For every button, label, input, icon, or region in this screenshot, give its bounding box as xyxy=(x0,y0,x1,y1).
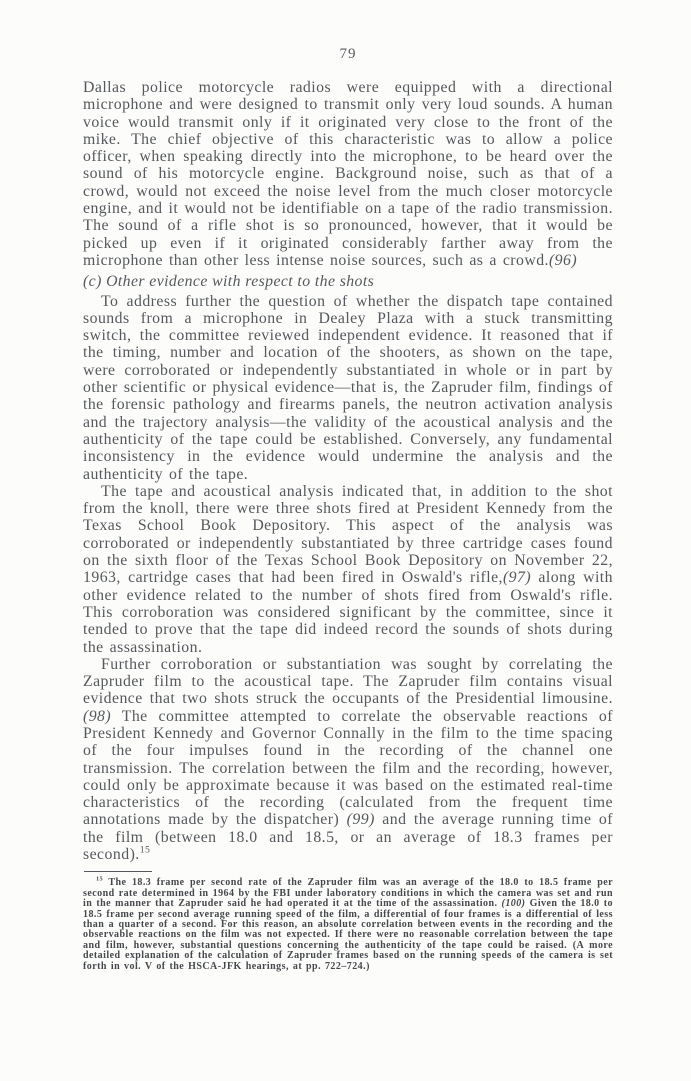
paragraph xyxy=(83,293,613,483)
citation: (99) xyxy=(346,811,375,829)
text-segment: Dallas police motorcycle radios were equipped with a directional microphone and were designed to transmit only very loud sounds. A human voice would transmit only if it originated very close to the front of the mike. The chief objective of this characteristic was to allow a police officer, when speaking directly into the microphone, to be heard over the sound of his motorcycle engine. Background noise, such as that of a crowd, would not exceed the noise level from the much closer motorcycle engine, and it would not be identifiable on a tape of the radio transmission. The sound of a rifle shot is so pronounced, however, that it would be picked up even if it originated considerably farther away from the microphone than other less intense noise sources, such as a crowd. xyxy=(83,79,613,269)
footnote-text xyxy=(83,878,613,972)
paragraph xyxy=(83,79,613,269)
superscript-ref: 15 xyxy=(96,876,104,884)
citation: (98) xyxy=(83,707,112,725)
superscript-ref: 15 xyxy=(139,844,151,856)
paragraph xyxy=(83,656,613,864)
footnote-divider xyxy=(84,871,152,872)
body-text-column xyxy=(83,79,613,863)
text-segment: To address further the question of whether the dispatch tape contained sounds from a microphone in Dealey Plaza with a stuck transmitting switch, the committee reviewed independent evidence. It reasoned that if the timing, number and location of the shooters, as shown on the tape, were corroborated or independently substantiated in whole or in part by other scientific or physical evidence—that is, the Zapruder film, findings of the forensic pathology and firearms panels, the neutron activation analysis and the trajectory analysis—the validity of the acoustical analysis and the authenticity of the tape could be established. Conversely, any fundamental inconsistency in the evidence would undermine the analysis and the authenticity of the tape. xyxy=(83,292,613,483)
text-segment: The tape and acoustical analysis indicated that, in addition to the shot from the knoll, there were three shots fired at President Kennedy from the Texas School Book Depository. This aspect of the analysis was corroborated or independently substantiated by three cartridge cases found on the sixth floor of the Texas School Book Depository on November 22, 1963, cartridge cases that had been fired in Oswald's rifle, xyxy=(83,482,613,587)
citation: (97) xyxy=(502,569,532,587)
text-segment: The 18.3 frame per second rate of the Zapruder film was an average of the 18.0 to 18.5 frame per second rate determined in 1964 by the FBI under laboratory conditions in which the camera was set and run in the manner that Zapruder said he had operated it at the time of the assassination. xyxy=(83,877,613,910)
text-segment: (c) Other evidence with respect to the shots xyxy=(83,273,375,291)
text-segment: and the average running time of the film (between 18.0 and 18.5, or an average of 18.3 frames per second). xyxy=(83,811,613,864)
section-heading xyxy=(83,273,613,290)
citation: (100) xyxy=(501,898,526,910)
citation: (96) xyxy=(548,251,578,269)
paragraph xyxy=(83,483,613,656)
page-number: 79 xyxy=(339,46,357,62)
text-segment: along with other evidence related to the number of shots fired from Oswald's rifle. This corroboration was considered significant by the committee, since it tended to prove that the tape did indeed record the sounds of shots during the assassination. xyxy=(83,569,613,656)
text-segment: Given the 18.0 to 18.5 frame per second average running speed of the film, a differential of four frames is a differential of less than a quarter of a second. For this reason, an absolute correlation between events in the recording and the observable reactions on the film was not expected. If there were no reasonable correlation between the tape and film, however, substantial questions concerning the authenticity of the tape could be raised. (A more detailed explanation of the calculation of Zapruder frames based on the running speeds of the camera is set forth in vol. V of the HSCA-JFK hearings, at pp. 722–724.) xyxy=(83,898,613,972)
text-segment: Further corroboration or substantiation was sought by correlating the Zapruder film to the acoustical tape. The Zapruder film contains visual evidence that two shots struck the occupants of the Presidential limousine. xyxy=(83,655,613,708)
text-segment: The committee attempted to correlate the observable reactions of President Kennedy and Governor Connally in the film to the time spacing of the four impulses found in the recording of the channel one transmission. The correlation between the film and the recording, however, could only be approximate because it was based on the estimated real-time characteristics of the recording (calculated from the frequent time annotations made by the dispatcher) xyxy=(83,707,613,829)
